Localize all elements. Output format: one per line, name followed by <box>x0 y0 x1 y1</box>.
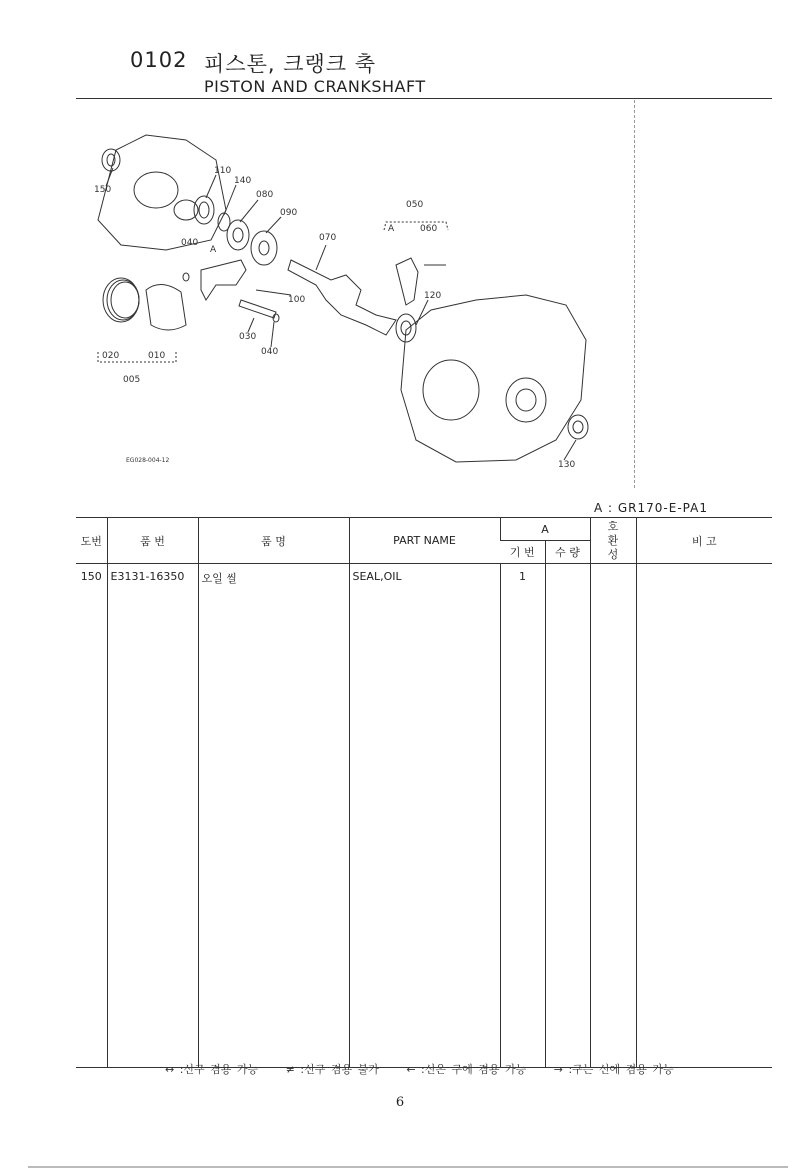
callout-040: 040 <box>181 238 199 248</box>
callout-005: 005 <box>123 375 141 385</box>
variant-note: A : GR170-E-PA1 <box>594 501 708 515</box>
section-code: 0102 <box>130 48 188 72</box>
bearing-120 <box>396 314 416 342</box>
cell-part-no: E3131-16350 <box>107 564 198 1068</box>
legend-item: → :구는 신에 겸용 가능 <box>553 1063 674 1076</box>
bearing-110 <box>194 196 214 224</box>
diagram-image-code: EG028-004-12 <box>126 457 170 464</box>
callout-120: 120 <box>424 291 442 301</box>
cell-part-name: SEAL,OIL <box>349 564 500 1068</box>
callout-a: A <box>388 224 395 234</box>
crankcase <box>401 295 586 462</box>
legend-item: ≠ :신구 겸용 불가 <box>285 1063 379 1076</box>
callout-050: 050 <box>406 200 424 210</box>
header-interchange: 호환성 <box>590 518 636 564</box>
header-ref: 도번 <box>76 518 107 564</box>
table-row <box>76 564 772 1068</box>
legend-item: ← :신은 구에 겸용 가능 <box>406 1063 527 1076</box>
cell-qty <box>545 564 590 1068</box>
parts-table <box>76 517 772 1068</box>
callout-010: 010 <box>148 351 166 361</box>
gear-080 <box>227 220 249 250</box>
callout-130: 130 <box>558 460 576 470</box>
header-part-name: PART NAME <box>349 518 500 564</box>
cell-remarks <box>636 564 772 1068</box>
header-remarks: 비 고 <box>636 518 772 564</box>
header-part-no: 품 번 <box>107 518 198 564</box>
callout-020: 020 <box>102 351 120 361</box>
callout-100: 100 <box>288 295 306 305</box>
header-rule <box>76 98 772 99</box>
callout-140: 140 <box>234 176 252 186</box>
callout-a-rod: A <box>210 245 217 255</box>
governor-lever <box>396 258 418 305</box>
diagram-divider <box>634 100 635 488</box>
header-qty: 수 량 <box>545 541 590 564</box>
header-group: A <box>500 518 590 541</box>
header-name-ko: 품 명 <box>198 518 349 564</box>
gear-090 <box>251 231 277 265</box>
section-title-english: PISTON AND CRANKSHAFT <box>204 77 426 96</box>
callout-060: 060 <box>420 224 438 234</box>
oil-seal-130 <box>568 415 588 439</box>
piston <box>146 284 186 330</box>
callout-040b: 040 <box>261 347 279 357</box>
connecting-rod <box>201 260 246 300</box>
exploded-parts-diagram <box>76 100 634 490</box>
header-basic-no: 기 번 <box>500 541 545 564</box>
legend-item: ↔ :신구 겸용 가능 <box>165 1063 259 1076</box>
callout-070: 070 <box>319 233 337 243</box>
callout-110: 110 <box>214 166 232 176</box>
cell-interchange <box>590 564 636 1068</box>
bottom-rule <box>28 1166 788 1168</box>
callout-080: 080 <box>256 190 274 200</box>
cell-name-ko: 오일 씰 <box>198 564 349 1068</box>
cell-basic-no: 1 <box>500 564 545 1068</box>
interchange-legend <box>165 1061 696 1077</box>
callout-030: 030 <box>239 332 257 342</box>
callout-090: 090 <box>280 208 298 218</box>
cell-ref: 150 <box>76 564 107 1068</box>
page-number: 6 <box>395 1095 405 1110</box>
callout-150: 150 <box>94 185 112 195</box>
section-title-korean: 피스톤, 크랭크 축 <box>204 52 377 76</box>
